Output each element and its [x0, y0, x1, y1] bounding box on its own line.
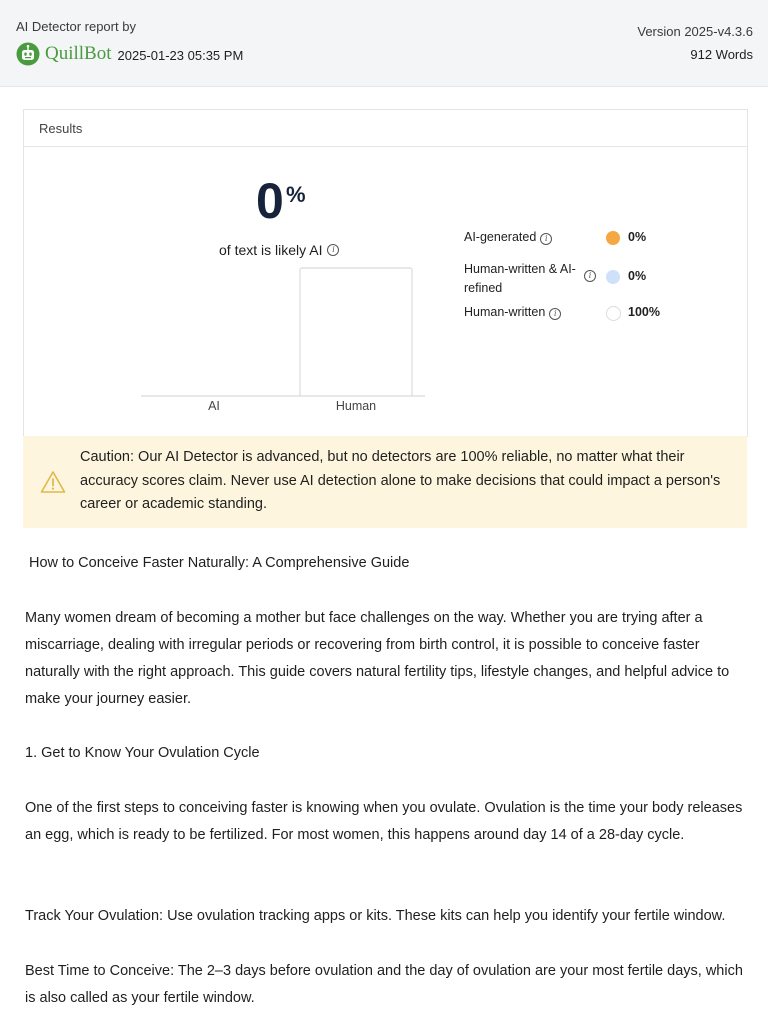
paragraph: Many women dream of becoming a mother but face challenges on the way. Whether you are trying after a miscarriage, dealing with irregular periods or recovering from birth control, it is possible to conceive faster naturally with the right approach. This guide covers natural fertility tips, lifestyle changes, and helpful advice to make your journey easier.: [25, 610, 730, 707]
brand-name: QuillBot: [45, 43, 112, 64]
legend-label: Human-written & AI-refined: [464, 262, 576, 295]
legend-value: 100%: [628, 305, 660, 319]
ai-score-value: 0: [256, 173, 283, 229]
section-heading: 1. Get to Know Your Ovulation Cycle: [25, 745, 260, 761]
ai-refined-dot: [606, 270, 620, 284]
paragraph: Best Time to Conceive: The 2–3 days before ovulation and the day of ovulation are your most fertile days, which is also called as your fertile window.: [25, 963, 743, 1006]
score-caption-text: of text is likely AI: [219, 242, 323, 258]
quillbot-logo-icon: [16, 42, 40, 66]
legend-item-human-written: [464, 303, 734, 323]
version-label: Version 2025-v4.3.6: [637, 24, 753, 39]
document-title: How to Conceive Faster Naturally: A Comprehensive Guide: [29, 555, 410, 571]
bar-human: [300, 268, 412, 396]
score-legend: [464, 228, 734, 323]
human-written-dot: [606, 306, 621, 321]
ai-score-unit: %: [286, 182, 306, 207]
legend-item-ai-refined: [464, 260, 734, 296]
legend-item-ai-generated: [464, 228, 734, 248]
legend-value: 0%: [628, 269, 647, 283]
ai-generated-dot: [606, 231, 620, 245]
divider: [24, 146, 747, 147]
warning-icon: [40, 470, 66, 494]
report-label: AI Detector report by: [16, 19, 136, 34]
report-header: [0, 0, 768, 87]
word-count: 912 Words: [690, 47, 753, 62]
brand: [16, 40, 243, 68]
results-card: [23, 109, 748, 437]
paragraph: Track Your Ovulation: Use ovulation tracking apps or kits. These kits can help you identify your fertile window.: [25, 908, 726, 924]
x-tick-label: Human: [335, 399, 377, 410]
info-icon[interactable]: i: [540, 233, 552, 245]
score-caption: [219, 242, 339, 258]
legend-label: AI-generated: [464, 230, 537, 244]
info-icon[interactable]: i: [584, 270, 596, 282]
score-bar-chart: [141, 260, 425, 410]
caution-text: Caution: Our AI Detector is advanced, but no detectors are 100% reliable, no matter what their accuracy scores claim. Never use AI detection alone to make decisions that could impact a person's career or academic standing.: [80, 449, 721, 512]
info-icon[interactable]: i: [327, 244, 339, 256]
caution-banner: [23, 436, 747, 528]
legend-label: Human-written: [464, 305, 546, 319]
x-tick-label: AI: [208, 399, 220, 410]
info-icon[interactable]: i: [549, 308, 561, 320]
results-title: Results: [39, 121, 83, 136]
paragraph: One of the first steps to conceiving faster is knowing when you ovulate. Ovulation is the time your body releases an egg, which is ready to be fertilized. For most women, this happens around day 14 of a 28-day cycle.: [25, 800, 743, 843]
report-date: 2025-01-23 05:35 PM: [117, 47, 244, 63]
legend-value: 0%: [628, 230, 647, 244]
